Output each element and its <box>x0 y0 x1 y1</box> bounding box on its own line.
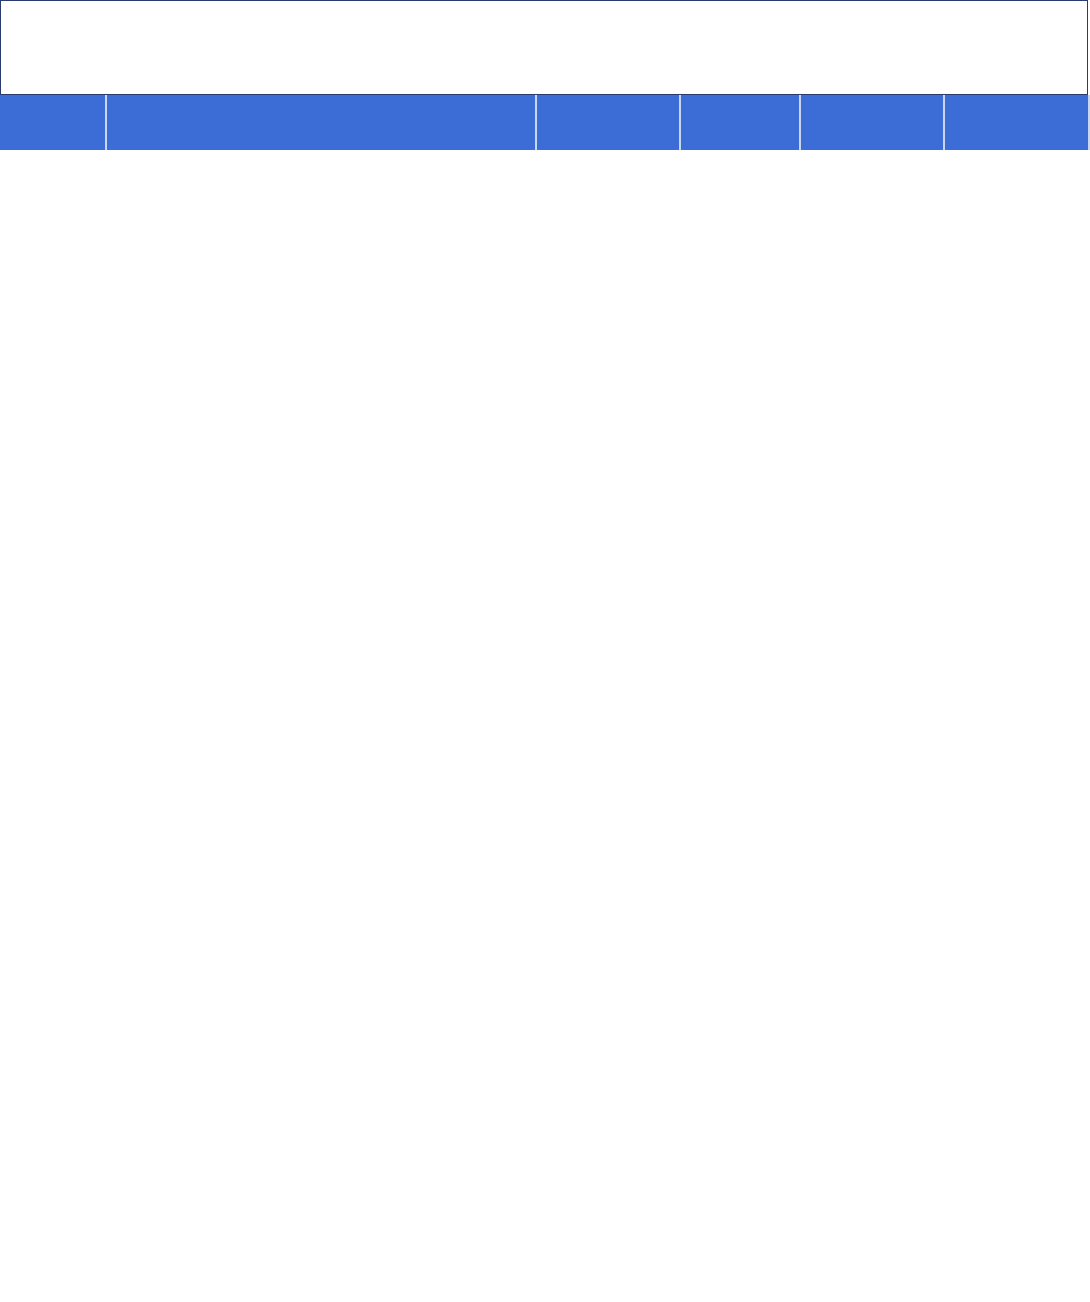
table-title <box>0 0 1088 95</box>
header-group <box>0 95 107 150</box>
header-majors <box>107 95 537 150</box>
header-min-rank <box>801 95 945 150</box>
header-enrolled <box>537 95 681 150</box>
header-above-line <box>945 95 1090 150</box>
header-min-score <box>681 95 801 150</box>
